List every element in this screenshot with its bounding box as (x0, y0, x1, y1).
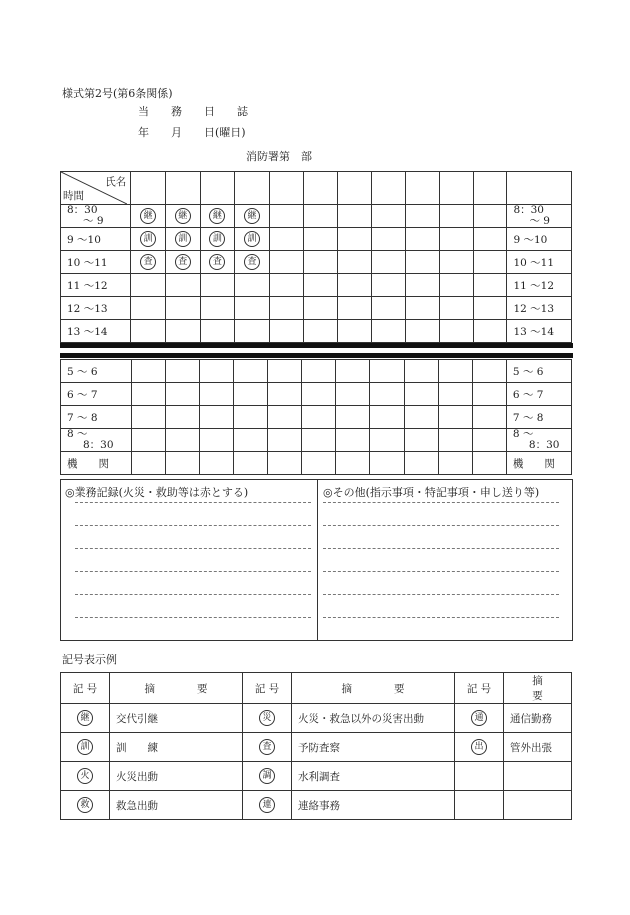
time-label-line: 7 ～ 8 (67, 411, 98, 424)
date-line: 年 月 日(曜日) (138, 126, 246, 139)
duty-cell[interactable] (439, 228, 473, 251)
legend-symbol-cell (455, 733, 504, 762)
time-label-right (507, 274, 572, 297)
duty-cell[interactable] (438, 452, 472, 475)
duty-cell[interactable] (472, 406, 506, 429)
name-cell[interactable] (473, 172, 507, 205)
duty-cell[interactable] (337, 320, 371, 343)
legend-symbol-cell (61, 704, 110, 733)
time-label-line: 8 ～ (67, 428, 88, 440)
time-label-line: 8：30 (513, 204, 544, 216)
duty-cell[interactable] (131, 297, 166, 320)
duty-cell[interactable] (165, 251, 200, 274)
duty-cell[interactable] (438, 406, 472, 429)
duty-cell[interactable] (473, 320, 507, 343)
duty-cell[interactable] (268, 360, 302, 383)
duty-grid-bottom (60, 359, 572, 475)
legend-row (61, 704, 572, 733)
duty-cell[interactable] (472, 360, 506, 383)
grid-row (61, 406, 572, 429)
legend-col-desc: 摘 要 (292, 673, 455, 704)
name-cell[interactable] (405, 172, 439, 205)
duty-stamp: 訓 (209, 231, 225, 247)
duty-cell[interactable] (131, 274, 166, 297)
legend-stamp: 訓 (77, 739, 93, 755)
time-label-right (506, 429, 571, 452)
duty-cell[interactable] (165, 383, 199, 406)
note-line[interactable] (323, 617, 559, 618)
time-label-line: 13 ～14 (513, 325, 554, 338)
legend-stamp: 連 (259, 797, 275, 813)
legend-desc-cell: 水利調査 (292, 762, 455, 791)
duty-cell[interactable] (199, 429, 233, 452)
duty-cell[interactable] (405, 205, 439, 228)
duty-grid-top (60, 171, 572, 343)
duty-cell[interactable] (165, 205, 200, 228)
duty-cell[interactable] (439, 320, 473, 343)
duty-cell[interactable] (405, 274, 439, 297)
grid-row (61, 297, 572, 320)
legend-symbol-cell (455, 791, 504, 820)
duty-cell[interactable] (268, 452, 302, 475)
time-label-right (507, 297, 572, 320)
note-line[interactable] (75, 617, 311, 618)
note-line[interactable] (75, 502, 311, 503)
duty-cell[interactable] (405, 228, 439, 251)
duty-stamp: 訓 (140, 231, 156, 247)
duty-stamp: 査 (244, 254, 260, 270)
header-time-label: 時間 (63, 190, 84, 202)
duty-cell[interactable] (370, 406, 404, 429)
duty-cell[interactable] (235, 274, 270, 297)
time-label-line: 10 ～11 (513, 256, 554, 269)
duty-cell[interactable] (302, 452, 336, 475)
time-label-line: 5 ～ 6 (512, 365, 544, 378)
time-label-right (507, 320, 572, 343)
duty-cell[interactable] (200, 251, 235, 274)
time-label-left (61, 297, 131, 320)
duty-cell[interactable] (268, 429, 302, 452)
duty-cell[interactable] (438, 360, 472, 383)
header-right-cell (507, 172, 572, 205)
legend-desc-cell: 救急出動 (110, 791, 243, 820)
time-label-line: 7 ～ 8 (512, 411, 544, 424)
duty-cell[interactable] (336, 452, 370, 475)
duty-cell[interactable] (269, 205, 303, 228)
grid-row (61, 274, 572, 297)
grid-row (61, 251, 572, 274)
grid-row (61, 429, 572, 452)
time-label-left (61, 383, 132, 406)
duty-cell[interactable] (303, 320, 337, 343)
duty-cell[interactable] (371, 251, 405, 274)
duty-cell[interactable] (165, 429, 199, 452)
duty-cell[interactable] (370, 452, 404, 475)
duty-cell[interactable] (131, 429, 165, 452)
duty-cell[interactable] (404, 452, 438, 475)
name-cell[interactable] (269, 172, 303, 205)
legend-desc-cell: 連絡事務 (292, 791, 455, 820)
duty-cell[interactable] (269, 274, 303, 297)
grid-row (61, 228, 572, 251)
duty-cell[interactable] (199, 452, 233, 475)
legend-col-desc: 摘 要 (504, 673, 572, 704)
time-label-line: 10 ～11 (67, 256, 108, 269)
duty-stamp: 継 (140, 208, 156, 224)
duty-cell[interactable] (235, 251, 270, 274)
time-label-left (61, 228, 131, 251)
legend-stamp: 調 (259, 768, 275, 784)
time-label-line: 5 ～ 6 (67, 365, 98, 378)
legend-symbol-cell (243, 733, 292, 762)
time-label-line: 8：30 (83, 439, 114, 451)
duty-cell[interactable] (131, 228, 166, 251)
duty-cell[interactable] (131, 383, 165, 406)
legend-row (61, 791, 572, 820)
duty-cell[interactable] (234, 383, 268, 406)
time-label-right (506, 452, 571, 475)
duty-cell[interactable] (371, 228, 405, 251)
grid-row (61, 360, 572, 383)
legend-stamp: 災 (259, 710, 275, 726)
note-line[interactable] (75, 571, 311, 572)
legend-symbol-cell (243, 791, 292, 820)
time-label-right (507, 251, 572, 274)
time-label-left (61, 251, 131, 274)
duty-cell[interactable] (200, 228, 235, 251)
time-label-line: 機 関 (67, 457, 109, 470)
duty-cell[interactable] (235, 320, 270, 343)
legend-row (61, 733, 572, 762)
duty-cell[interactable] (404, 360, 438, 383)
time-label-left (61, 205, 131, 228)
duty-cell[interactable] (336, 429, 370, 452)
duty-cell[interactable] (131, 360, 165, 383)
duty-cell[interactable] (473, 274, 507, 297)
duty-cell[interactable] (268, 383, 302, 406)
legend-table (60, 672, 585, 820)
legend-stamp: 火 (77, 768, 93, 784)
duty-cell[interactable] (371, 274, 405, 297)
time-label-line: 8：30 (67, 204, 98, 216)
grid-row (61, 320, 572, 343)
duty-cell[interactable] (337, 228, 371, 251)
time-label-line: 11 ～12 (67, 279, 108, 292)
duty-cell[interactable] (370, 429, 404, 452)
legend-col-symbol: 記 号 (243, 673, 292, 704)
duty-cell[interactable] (131, 320, 166, 343)
duty-cell[interactable] (371, 320, 405, 343)
duty-cell[interactable] (165, 452, 199, 475)
note-line[interactable] (75, 525, 311, 526)
legend-desc-cell (504, 762, 572, 791)
duty-cell[interactable] (235, 205, 270, 228)
duty-cell[interactable] (472, 429, 506, 452)
duty-stamp: 継 (209, 208, 225, 224)
duty-cell[interactable] (200, 320, 235, 343)
legend-col-symbol: 記 号 (61, 673, 110, 704)
duty-cell[interactable] (268, 406, 302, 429)
legend-desc-cell: 訓 練 (110, 733, 243, 762)
time-label-left (61, 360, 132, 383)
header-name-label: 氏名 (105, 176, 127, 188)
time-label-line: 13 ～14 (67, 325, 108, 338)
duty-cell[interactable] (439, 205, 473, 228)
duty-cell[interactable] (337, 297, 371, 320)
duty-cell[interactable] (405, 251, 439, 274)
duty-cell[interactable] (438, 429, 472, 452)
duty-cell[interactable] (405, 320, 439, 343)
duty-stamp: 査 (209, 254, 225, 270)
duty-cell[interactable] (303, 205, 337, 228)
duty-cell[interactable] (303, 251, 337, 274)
legend-stamp: 出 (471, 739, 487, 755)
duty-cell[interactable] (269, 228, 303, 251)
legend-col-desc: 摘 要 (110, 673, 243, 704)
duty-cell[interactable] (302, 406, 336, 429)
time-label-left (61, 320, 131, 343)
time-label-line: ～ 9 (529, 215, 550, 227)
duty-cell[interactable] (269, 297, 303, 320)
duty-cell[interactable] (234, 406, 268, 429)
legend-desc-cell: 予防査察 (292, 733, 455, 762)
duty-cell[interactable] (439, 297, 473, 320)
duty-cell[interactable] (404, 406, 438, 429)
time-label-line: 12 ～13 (513, 302, 554, 315)
duty-cell[interactable] (472, 452, 506, 475)
note-line[interactable] (75, 594, 311, 595)
duty-cell[interactable] (370, 360, 404, 383)
duty-cell[interactable] (199, 406, 233, 429)
time-label-right (507, 228, 572, 251)
duty-cell[interactable] (371, 205, 405, 228)
notes-box (60, 479, 573, 641)
time-label-line: 12 ～13 (67, 302, 108, 315)
name-cell[interactable] (371, 172, 405, 205)
duty-cell[interactable] (405, 297, 439, 320)
duty-cell[interactable] (337, 274, 371, 297)
duty-cell[interactable] (303, 228, 337, 251)
name-cell[interactable] (200, 172, 235, 205)
legend-symbol-cell (243, 762, 292, 791)
time-label-line: 11 ～12 (513, 279, 554, 292)
duty-cell[interactable] (337, 251, 371, 274)
name-cell[interactable] (337, 172, 371, 205)
duty-cell[interactable] (404, 383, 438, 406)
duty-cell[interactable] (302, 360, 336, 383)
legend-desc-cell: 通信勤務 (504, 704, 572, 733)
time-label-right (506, 406, 571, 429)
legend-col-symbol: 記 号 (455, 673, 504, 704)
name-cell[interactable] (235, 172, 270, 205)
duty-cell[interactable] (131, 205, 166, 228)
grid-row (61, 452, 572, 475)
note-line[interactable] (323, 571, 559, 572)
duty-cell[interactable] (234, 452, 268, 475)
legend-symbol-cell (61, 762, 110, 791)
duty-stamp: 継 (175, 208, 191, 224)
duty-cell[interactable] (439, 251, 473, 274)
legend-row (61, 762, 572, 791)
duty-cell[interactable] (337, 205, 371, 228)
duty-stamp: 査 (140, 254, 156, 270)
note-line[interactable] (323, 525, 559, 526)
duty-cell[interactable] (200, 205, 235, 228)
note-line[interactable] (323, 548, 559, 549)
duty-cell[interactable] (336, 360, 370, 383)
duty-cell[interactable] (472, 383, 506, 406)
duty-cell[interactable] (336, 406, 370, 429)
time-label-line: 6 ～ 7 (67, 388, 98, 401)
duty-cell[interactable] (302, 429, 336, 452)
grid-row (61, 383, 572, 406)
duty-cell[interactable] (235, 297, 270, 320)
duty-cell[interactable] (269, 320, 303, 343)
duty-cell[interactable] (131, 452, 165, 475)
duty-stamp: 訓 (244, 231, 260, 247)
legend-symbol-cell (61, 791, 110, 820)
duty-cell[interactable] (370, 383, 404, 406)
legend-desc-cell (504, 791, 572, 820)
notes-left-heading: ◎業務記録(火災・救助等は赤とする) (65, 486, 249, 499)
legend-stamp: 救 (77, 797, 93, 813)
time-label-line: 機 関 (512, 457, 555, 470)
duty-cell[interactable] (269, 251, 303, 274)
legend-stamp: 継 (77, 710, 93, 726)
time-label-left (61, 274, 131, 297)
legend-stamp: 通 (471, 710, 487, 726)
notes-right-heading: ◎その他(指示事項・特記事項・申し送り等) (323, 486, 540, 499)
duty-cell[interactable] (165, 320, 200, 343)
duty-cell[interactable] (303, 274, 337, 297)
duty-cell[interactable] (234, 429, 268, 452)
duty-cell[interactable] (371, 297, 405, 320)
duty-cell[interactable] (438, 383, 472, 406)
page-title: 当 務 日 誌 (138, 105, 248, 118)
time-label-line: 6 ～ 7 (512, 388, 544, 401)
duty-stamp: 訓 (175, 231, 191, 247)
time-label-line: 8 ～ (512, 428, 534, 440)
legend-desc-cell: 火災・救急以外の災害出動 (292, 704, 455, 733)
legend-symbol-cell (61, 733, 110, 762)
note-line[interactable] (75, 548, 311, 549)
legend-symbol-cell (455, 762, 504, 791)
duty-cell[interactable] (439, 274, 473, 297)
duty-cell[interactable] (200, 274, 235, 297)
form-label: 様式第2号(第6条関係) (62, 87, 173, 100)
duty-cell[interactable] (473, 228, 507, 251)
duty-cell[interactable] (165, 274, 200, 297)
duty-cell[interactable] (404, 429, 438, 452)
time-label-left (61, 429, 132, 452)
legend-symbol-cell (455, 704, 504, 733)
legend-desc-cell: 火災出動 (110, 762, 243, 791)
note-line[interactable] (323, 594, 559, 595)
legend-symbol-cell (243, 704, 292, 733)
duty-cell[interactable] (165, 297, 200, 320)
duty-cell[interactable] (336, 383, 370, 406)
grid-row (61, 205, 572, 228)
header-corner-cell (61, 172, 131, 205)
duty-stamp: 継 (244, 208, 260, 224)
legend-stamp: 査 (259, 739, 275, 755)
time-label-line: ～ 9 (83, 215, 104, 227)
time-label-left (61, 452, 132, 475)
notes-divider (317, 480, 318, 640)
duty-cell[interactable] (234, 360, 268, 383)
time-label-left (61, 406, 132, 429)
legend-desc-cell: 交代引継 (110, 704, 243, 733)
duty-cell[interactable] (235, 228, 270, 251)
time-label-right (506, 360, 571, 383)
name-cell[interactable] (165, 172, 200, 205)
note-line[interactable] (323, 502, 559, 503)
double-rule-top (60, 343, 573, 348)
time-label-line: 9 ～10 (513, 233, 548, 246)
station-line: 消防署第 部 (246, 150, 312, 163)
name-cell[interactable] (303, 172, 337, 205)
duty-cell[interactable] (165, 228, 200, 251)
legend-desc-cell: 管外出張 (504, 733, 572, 762)
duty-cell[interactable] (473, 297, 507, 320)
duty-cell[interactable] (199, 383, 233, 406)
time-label-right (506, 383, 571, 406)
duty-stamp: 査 (175, 254, 191, 270)
duty-cell[interactable] (302, 383, 336, 406)
name-cell[interactable] (439, 172, 473, 205)
duty-cell[interactable] (131, 406, 165, 429)
name-cell[interactable] (131, 172, 166, 205)
time-label-line: 9 ～10 (67, 233, 101, 246)
duty-cell[interactable] (131, 251, 166, 274)
duty-cell[interactable] (303, 297, 337, 320)
duty-cell[interactable] (199, 360, 233, 383)
double-rule-bottom (60, 353, 573, 358)
duty-cell[interactable] (165, 360, 199, 383)
duty-cell[interactable] (473, 205, 507, 228)
legend-heading: 記号表示例 (62, 653, 117, 666)
duty-cell[interactable] (165, 406, 199, 429)
time-label-right (507, 205, 572, 228)
duty-cell[interactable] (473, 251, 507, 274)
duty-cell[interactable] (200, 297, 235, 320)
time-label-line: 8：30 (528, 439, 560, 451)
